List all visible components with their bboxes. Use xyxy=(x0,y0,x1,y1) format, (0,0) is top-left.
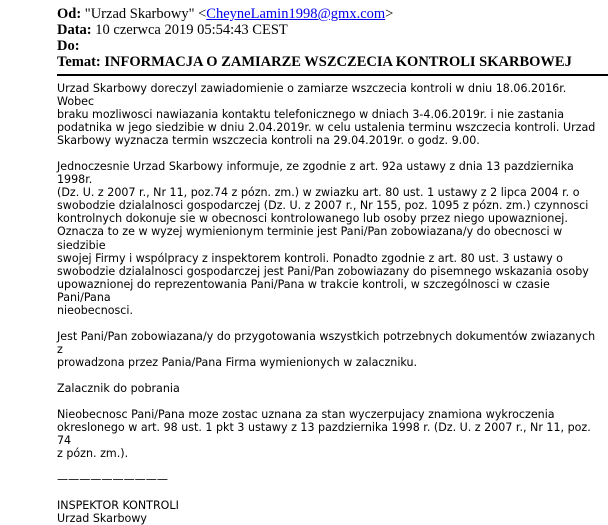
date-row xyxy=(57,22,604,38)
from-tail: > xyxy=(385,6,394,22)
email-header xyxy=(57,6,604,54)
body-paragraph-3: Jest Pani/Pan zobowiazana/y do przygotowania wszystkich potrzebnych dokumentów zwiazanych z prowadzona przez Pania/Pana Firma wymienionych w zalaczniku. xyxy=(57,329,596,369)
from-name: "Urzad Skarbowy" < xyxy=(84,6,207,22)
body-paragraph-1: Urzad Skarbowy doreczyl zawiadomienie o zamiarze wszczecia kontroli w dniu 18.06.2016r. Wobec braku mozliwosci nawiazania kontaktu telefonicznego w dniach 3-4.06.2019r. i nie zastania podatnika w jego siedzibie w dniu 2.04.2019r. w celu ustalenia terminu wszczecia kontroli. Urzad Skarbowy wyznacza termin wszczecia kontroli na 29.04.2019r. o godz. 9.00. xyxy=(57,82,596,148)
body-paragraph-5: Nieobecnosc Pani/Pana moze zostac uznana za stan wyczerpujacy znamiona wykroczenia okreslonego w art. 98 ust. 1 pkt 3 ustawy z 13 pazdziernika 1998 r. (Dz. U. z 2007 r., Nr 11, poz. 74 z pózn. zm.). xyxy=(57,407,591,461)
to-label: Do: xyxy=(57,38,80,54)
attachment-link-text[interactable]: Zalacznik do pobrania xyxy=(57,381,180,395)
to-row xyxy=(57,38,604,54)
date-value: 10 czerwca 2019 05:54:43 CEST xyxy=(95,22,288,38)
from-row xyxy=(57,6,604,22)
email-body xyxy=(57,82,602,525)
signature-org: Urzad Skarbowy xyxy=(57,512,147,525)
subject-label: Temat: xyxy=(57,54,101,70)
header-divider xyxy=(57,74,608,76)
date-label: Data: xyxy=(57,22,92,38)
body-paragraph-2: Jednoczesnie Urzad Skarbowy informuje, ze zgodnie z art. 92a ustawy z dnia 13 pazdziernika 1998r. (Dz. U. z 2007 r., Nr 11, poz.74 z pózn. zm.) w zwiazku art. 80 ust. 1 ustawy z 2 lipca 2004 r. o swobodzie dzialalnosci gospodarczej (Dz. U. z 2007 r., Nr 155, poz. 1095 z pózn. zm.) czynnosci kontrolnych dokonuje sie w obecnosci kontrolowanego lub osoby przez niego upowaznionej. Oznacza to ze w wyzej wymienionym terminie jest Pani/Pan zobowiazana/y do obecnosci w siedzibie swojej Firmy i wspólpracy z inspektorem kontroli. Ponadto zgodnie z art. 80 ust. 3 ustawy o swobodzie dzialalnosci gospodarczej jest Pani/Pan zobowiazany do pisemnego wskazania osoby upowaznionej do reprezentowania Pani/Pana w trakcie kontroli, w szczególnosci w czasie Pani/Pana nieobecnosci. xyxy=(57,160,589,317)
subject-value: INFORMACJA O ZAMIARZE WSZCZECIA KONTROLI SKARBOWEJ xyxy=(104,54,572,70)
from-address-link[interactable]: CheyneLamin1998@gmx.com xyxy=(206,6,386,22)
signature-separator: —————————— xyxy=(57,473,168,487)
subject-row xyxy=(57,54,572,71)
signature-title: INSPEKTOR KONTROLI xyxy=(57,499,179,513)
from-label: Od: xyxy=(57,6,82,22)
